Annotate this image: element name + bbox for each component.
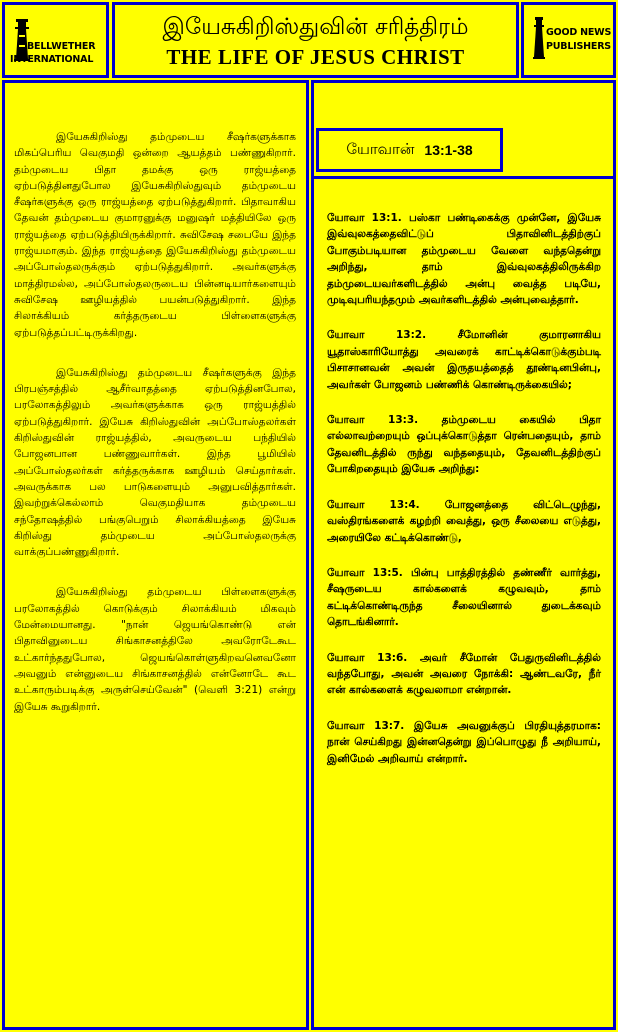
commentary-column bbox=[2, 80, 309, 1030]
chapter-reference: 13:1-38 bbox=[424, 142, 473, 158]
commentary-text bbox=[14, 129, 296, 715]
good-news-logo bbox=[521, 2, 616, 78]
bellwether-logo-line2: INTERNATIONAL bbox=[10, 54, 94, 65]
verse-item: யோவா 13:7. இயேசு அவனுக்குப் பிரதியுத்தரமாக: நான் செய்கிறது இன்னதென்று இப்பொழுது நீ அறியாய், இனிமேல் அறிவாய் என்றார். bbox=[327, 719, 601, 765]
verse-item: யோவா 13:3. தம்முடைய கையில் பிதா எல்லாவற்றையும் ஒப்புக்கொடுத்தா ரென்பதையும், தாம் தேவனிடத்தில் ருந்து வந்ததையும், தேவனிடத்திற்குப் போகிறதையும் இயேசு அறிந்து: bbox=[327, 414, 601, 476]
bellwether-logo-line1: BELLWETHER bbox=[27, 41, 96, 52]
verse-item: யோவா 13:4. போஜனத்தை விட்டெழுந்து, வஸ்திரங்களைக் கழற்றி வைத்து, ஒரு சீலையை எடுத்து, அரையிலே கட்டிக்கொண்டு, bbox=[327, 498, 601, 544]
good-news-logo-line1: GOOD NEWS bbox=[546, 27, 612, 38]
chapter-book: யோவான் bbox=[346, 140, 415, 158]
lighthouse-icon bbox=[532, 17, 546, 59]
verse-list bbox=[327, 210, 601, 786]
verse-item: யோவா 13:6. அவர் சீமோன் பேதுருவினிடத்தில் வந்தபோது, அவன் அவரை நோக்கி: ஆண்டவரே, நீர் என் கால்களைக் கழுவலாமா என்றான். bbox=[327, 651, 601, 697]
verse-item: யோவா 13:2. சீமோனின் குமாரனாகிய யூதாஸ்காரியோத்து அவரைக் காட்டிக்கொடுக்கும்படி பிசாசானவன் அவன் இருதயத்தைத் தூண்டினபின்பு, அவர்கள் போஜனம் பண்ணிக் கொண்டிருக்கையில்; bbox=[327, 329, 601, 391]
commentary-paragraph: இயேசுகிறிஸ்து தம்முடைய பிள்ளைகளுக்கு பரலோகத்தில் கொடுக்கும் சிலாக்கியம் மிகவும் மேன்மையானது. "நான் ஜெயங்கொண்டு என் பிதாவினுடைய சிங்காசனத்திலே அவரோடேகூட உட்கார்ந்ததுபோல, ஜெயங்கொள்ளுகிறவனெவனோ அவனும் என்னுடைய சிங்காசனத்தில் என்னோடே கூட உட்காரும்படிக்கு அருள்செய்வேன்" (வெளி 3:21) என்று இயேசு கூறுகிறார். bbox=[14, 586, 296, 713]
verse-item: யோவா 13:5. பின்பு பாத்திரத்தில் தண்ணீர் வார்த்து, சீஷருடைய கால்களைக் கழுவவும், தாம் கட்டிக்கொண்டிருந்த சீலையினால் துடைக்கவும் தொடங்கினார். bbox=[327, 566, 601, 629]
title-english: THE LIFE OF JESUS CHRIST bbox=[166, 45, 465, 69]
chapter-divider bbox=[314, 176, 613, 179]
chapter-heading bbox=[316, 128, 503, 172]
commentary-paragraph: இயேசுகிறிஸ்து தம்முடைய சீஷர்களுக்கு இந்த பிரபஞ்சத்தில் ஆசீர்வாதத்தை ஏற்படுத்தினபோல, பரலோகத்திலும் அவர்களுக்காக ஒரு ராஜ்யத்தில் ஏற்படுத்துகிறார். இயேசு கிறிஸ்துவின் அப்போஸ்தலர்கள் கிறிஸ்துவின் ராஜ்யத்தில், அவருடைய பந்தியில் போஜனபான பண்ணுவார்கள். இந்த பூமியில் அப்போஸ்தலர்கள் கர்த்தருக்காக ஊழியம் செய்தார்கள். அவருக்காக பல பாடுகளையும் அனுபவித்தார்கள். இவற்றுக்கெல்லாம் வெகுமதியாக தம்முடைய சந்தோஷத்தில் பங்குபெறும் சிலாக்கியத்தை இயேசு கிறிஸ்து தம்முடைய அப்போஸ்தலருக்கு வாக்குப்பண்ணுகிறார். bbox=[14, 366, 296, 559]
good-news-logo-line2: PUBLISHERS bbox=[546, 41, 611, 52]
verse-item: யோவா 13:1. பஸ்கா பண்டிகைக்கு முன்னே, இயேசு இவ்வுலகத்தைவிட்டுப் பிதாவினிடத்திற்குப் போகும்படியான தம்முடைய வேளை வந்ததென்று அறிந்து, தாம் இவ்வுலகத்திலிருக்கிற தம்முடையவர்களிடத்தில் அன்பு வைத்த படியே, முடிவுபரியந்தமும் அவர்களிடத்தில் அன்புவைத்தார். bbox=[327, 212, 601, 307]
header-title-box bbox=[112, 2, 519, 78]
bellwether-logo bbox=[2, 2, 109, 78]
scripture-column bbox=[311, 80, 616, 1030]
commentary-paragraph: இயேசுகிறிஸ்து தம்முடைய சீஷர்களுக்காக மிகப்பெரிய வெகுமதி ஒன்றை ஆயத்தம் பண்ணுகிறார். தம்முடைய பிதா தமக்கு ஒரு ராஜ்யத்தை ஏற்படுத்தினதுபோல இயேசுகிறிஸ்துவும் தம்முடைய சீஷர்களுக்கு ஒரு ராஜ்யத்தை ஏற்படுத்துகிறார். பிதாவாகிய தேவன் தம்முடைய குமாரனுக்கு மனுஷர் மத்தியிலே ஒரு ராஜ்யத்தை ஏற்படுத்தியிருக்கிறார். சுவிசேஷ சபையே இந்த ராஜ்யமாகும். இந்த ராஜ்யத்தை இயேசுகிறிஸ்து தம்முடைய அப்போஸ்தலருக்கும் ஏற்படுத்துகிறார். அவர்களுக்கு மாத்திரமல்ல, அப்போஸ்தலருடைய பின்னடியார்களையும் சுவிசேஷ ஊழியத்தில் பயன்படுத்துகிறார். இந்த சிலாக்கியம் கர்த்தருடைய பிள்ளைகளுக்கு ஏற்படுத்தப்பட்டிருக்கிறது. bbox=[14, 131, 296, 339]
title-tamil: இயேசுகிறிஸ்துவின் சரித்திரம் bbox=[162, 14, 469, 40]
